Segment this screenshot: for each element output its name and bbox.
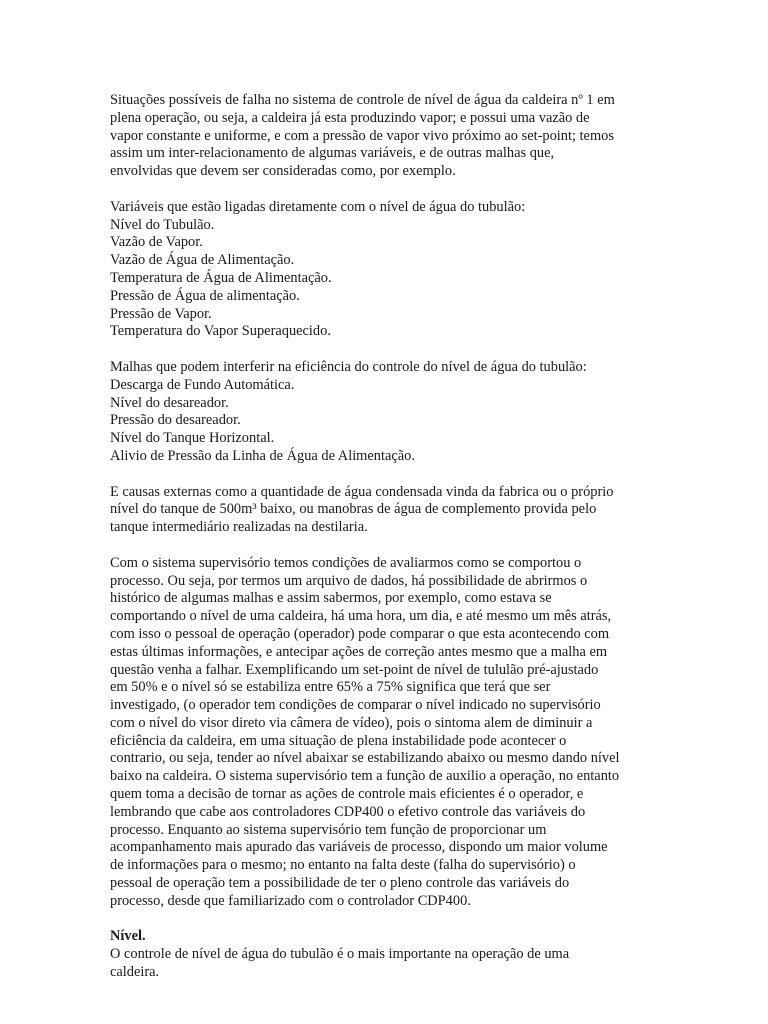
list-item: Descarga de Fundo Automática. (110, 376, 295, 393)
text-line: E causas externas como a quantidade de água condensada vinda da fabrica ou o próprio (110, 483, 614, 500)
text-line: com isso o pessoal de operação (operador) pode comparar o que esta acontecendo com (110, 625, 610, 642)
list-item: Nível do Tubulão. (110, 216, 215, 233)
section-heading: Nível. (110, 928, 146, 945)
list-item: Nível do Tanque Horizontal. (110, 430, 275, 447)
list-item: Nível do desareador. (110, 394, 229, 411)
text-line: investigado, (o operador tem condições de comparar o nível indicado no supervisório (110, 697, 601, 714)
text-line: estas últimas informações, e antecipar ações de correção antes mesmo que a malha em (110, 643, 608, 660)
list-item: Pressão do desareador. (110, 412, 241, 429)
intro-paragraph (110, 92, 655, 181)
text-line: nível do tanque de 500m³ baixo, ou manobras de água de complemento provida pelo (110, 501, 597, 518)
variables-list (110, 199, 655, 341)
text-line: baixo na caldeira. O sistema supervisório tem a função de auxilio a operação, no entanto (110, 768, 620, 785)
text-line: com o nível do visor direto via câmera de vídeo), pois o sintoma alem de diminuir a (110, 714, 593, 731)
list-item: Temperatura de Água de Alimentação. (110, 269, 332, 286)
list-item: Vazão de Vapor. (110, 234, 203, 251)
text-line: assim um inter-relacionamento de algumas variáveis, e de outras malhas que, (110, 145, 555, 162)
text-line: histórico de algumas malhas e assim sabermos, por exemplo, como estava se (110, 590, 552, 607)
list-item: Vazão de Água de Alimentação. (110, 252, 295, 269)
text-line: envolvidas que devem ser consideradas como, por exemplo. (110, 163, 456, 180)
loops-list-heading: Malhas que podem interferir na eficiência do controle do nível de água do tubulão: (110, 358, 587, 375)
external-causes-paragraph (110, 484, 655, 537)
text-line: de informações para o mesmo; no entanto na falta deste (falha do supervisório) o (110, 857, 576, 874)
level-section (110, 928, 655, 981)
text-line: acompanhamento mais apurado das variáveis de processo, dispondo um maior volume (110, 839, 608, 856)
text-line: processo. Enquanto ao sistema supervisório tem função de proporcionar um (110, 821, 547, 838)
text-line: processo. Ou seja, por termos um arquivo de dados, há possibilidade de abrirmos o (110, 572, 588, 589)
text-line: caldeira. (110, 964, 160, 981)
text-line: comportando o nível de uma caldeira, há uma hora, um dia, e até mesmo um mês atrás, (110, 608, 612, 625)
text-line: O controle de nível de água do tubulão é o mais importante na operação de uma (110, 946, 570, 963)
text-line: plena operação, ou seja, a caldeira já esta produzindo vapor; e possui uma vazão de (110, 109, 590, 126)
text-line: em 50% e o nível só se estabiliza entre 65% a 75% significa que terá que ser (110, 679, 551, 696)
supervisory-paragraph (110, 555, 655, 911)
text-line: Com o sistema supervisório temos condições de avaliarmos como se comportou o (110, 554, 582, 571)
text-line: tanque intermediário realizadas na destilaria. (110, 519, 368, 536)
variables-list-heading: Variáveis que estão ligadas diretamente com o nível de água do tubulão: (110, 198, 526, 215)
text-line: pessoal de operação tem a possibilidade de ter o pleno controle das variáveis do (110, 875, 570, 892)
text-line: eficiência da caldeira, em uma situação de plena instabilidade pode acontecer o (110, 732, 567, 749)
text-line: vapor constante e uniforme, e com a pressão de vapor vivo próximo ao set-point; temos (110, 127, 614, 144)
text-line: questão venha a falhar. Exemplificando um set-point de nível de tululão pré-ajustado (110, 661, 599, 678)
text-line: Situações possíveis de falha no sistema de controle de nível de água da caldeira nº 1 em (110, 92, 615, 108)
document-page (110, 92, 655, 982)
text-line: quem toma a decisão de tornar as ações de controle mais eficientes é o operador, e (110, 786, 584, 803)
list-item: Alivio de Pressão da Linha de Água de Alimentação. (110, 447, 415, 464)
list-item: Pressão de Água de alimentação. (110, 287, 300, 304)
loops-list (110, 359, 655, 466)
list-item: Temperatura do Vapor Superaquecido. (110, 323, 331, 340)
list-item: Pressão de Vapor. (110, 305, 212, 322)
text-line: lembrando que cabe aos controladores CDP400 o efetivo controle das variáveis do (110, 803, 586, 820)
text-line: contrario, ou seja, tender ao nível abaixar se estabilizando abaixo ou mesmo dando nível (110, 750, 620, 767)
text-line: processo, desde que familiarizado com o controlador CDP400. (110, 892, 471, 909)
